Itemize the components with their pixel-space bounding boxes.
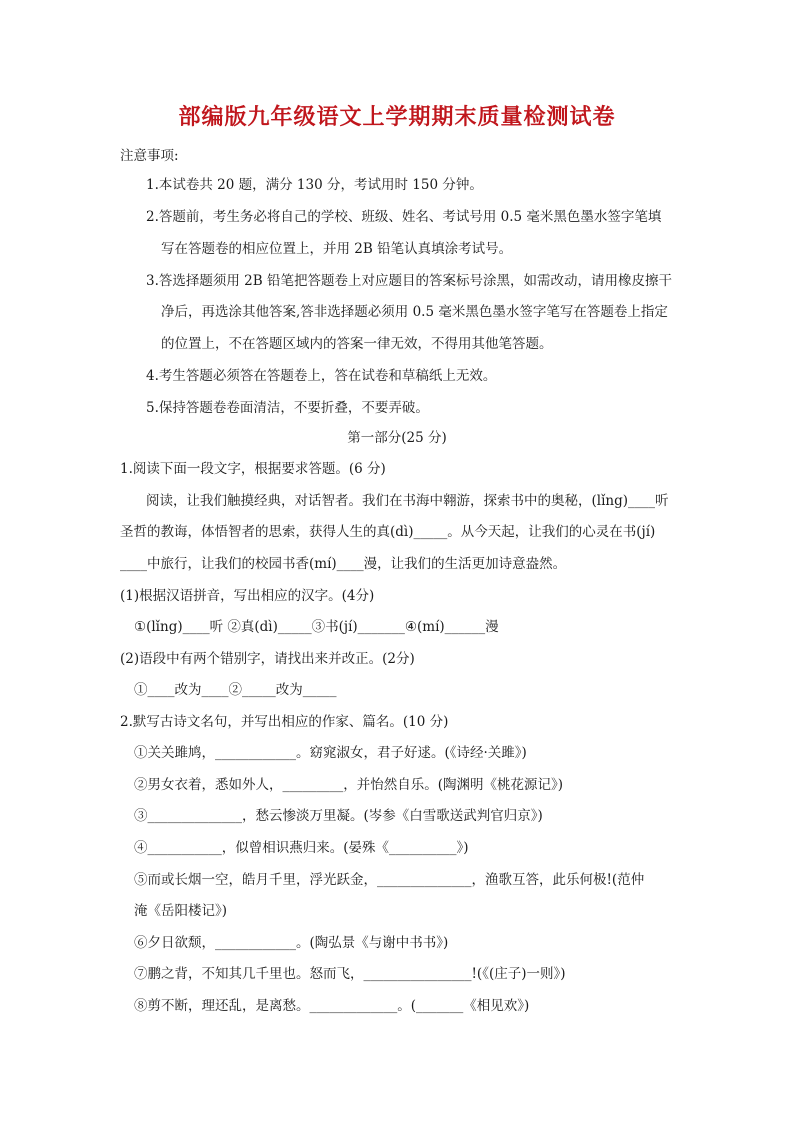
part-heading: 第一部分(25 分) (347, 430, 447, 446)
q2-line-4: ④___________，似曾相识燕归来。(晏殊《__________》) (134, 840, 469, 856)
notice-item-5: 5.保持答题卷卷面清洁，不要折叠，不要弄破。 (146, 400, 429, 416)
q2-line-6: ⑥夕日欲颓，____________。(陶弘景《与谢中书书》) (134, 935, 449, 951)
notice-item-3: 3.答选择题须用 2B 铅笔把答题卷上对应题目的答案标号涂黑，如需改动，请用橡皮擦干 (146, 273, 672, 289)
q2-line-8: ⑧剪不断，理还乱，是离愁。_____________。(_______《相见欢》) (134, 998, 530, 1014)
notice-item-2: 2.答题前，考生务必将自己的学校、班级、姓名、考试号用 0.5 毫米黑色墨水签字笔填 (146, 209, 662, 225)
q2-line-3: ③______________，愁云惨淡万里凝。(岑参《白雪歌送武判官归京》) (134, 808, 543, 824)
q1-sub2-answer: ①____改为____②_____改为_____ (134, 682, 337, 698)
notice-item-3-cont2: 的位置上，不在答题区域内的答案一律无效，不得用其他笔答题。 (161, 336, 553, 352)
q1-passage-line-2: 圣哲的教诲，体悟智者的思索，获得人生的真(dì)_____。从今天起，让我们的心灵在书(jí) (120, 524, 656, 540)
q1-passage-line-1: 阅读，让我们触摸经典，对话智者。我们在书海中翱游，探索书中的奥秘，(lǐng)____听 (146, 493, 669, 509)
q1-sub1: (1)根据汉语拼音，写出相应的汉字。(4分) (120, 588, 375, 604)
notice-heading: 注意事项: (120, 148, 179, 164)
q2-line-7: ⑦鹏之背，不知其几千里也。怒而飞，________________!(《(庄子)一则》) (134, 966, 566, 982)
q2-line-5: ⑤而或长烟一空，皓月千里，浮光跃金，______________，渔歌互答，此乐何极!(范仲 (134, 872, 645, 888)
q1-stem: 1.阅读下面一段文字，根据要求答题。(6 分) (120, 461, 386, 477)
q2-stem: 2.默写古诗文名句，并写出相应的作家、篇名。(10 分) (120, 714, 449, 730)
q2-line-2: ②男女衣着，悉如外人，_________，并怡然自乐。(陶渊明《桃花源记》) (134, 777, 564, 793)
exam-title: 部编版九年级语文上学期期末质量检测试卷 (178, 105, 616, 130)
q2-line-5-cont: 淹《岳阳楼记》) (134, 903, 228, 919)
notice-item-3-cont1: 净后，再选涂其他答案,答非选择题必须用 0.5 毫米黑色墨水签字笔写在答题卷上指定 (161, 304, 668, 320)
q1-sub1-answer: ①(lǐng)____听 ②真(dì)_____③书(jí)_______④(mí)______漫 (134, 619, 499, 635)
notice-item-2-cont: 写在答题卷的相应位置上，并用 2B 铅笔认真填涂考试号。 (161, 241, 513, 257)
q1-sub2: (2)语段中有两个错别字，请找出来并改正。(2分) (120, 651, 415, 667)
notice-item-1: 1.本试卷共 20 题，满分 130 分，考试用时 150 分钟。 (146, 177, 483, 193)
q1-passage-line-3: ____中旅行，让我们的校园书香(mí)____漫，让我们的生活更加诗意盎然。 (120, 556, 567, 572)
notice-item-4: 4.考生答题必须答在答题卷上，答在试卷和草稿纸上无效。 (146, 368, 497, 384)
q2-line-1: ①关关雎鸠，____________。窈窕淑女，君子好逑。(《诗经·关雎》) (134, 745, 527, 761)
